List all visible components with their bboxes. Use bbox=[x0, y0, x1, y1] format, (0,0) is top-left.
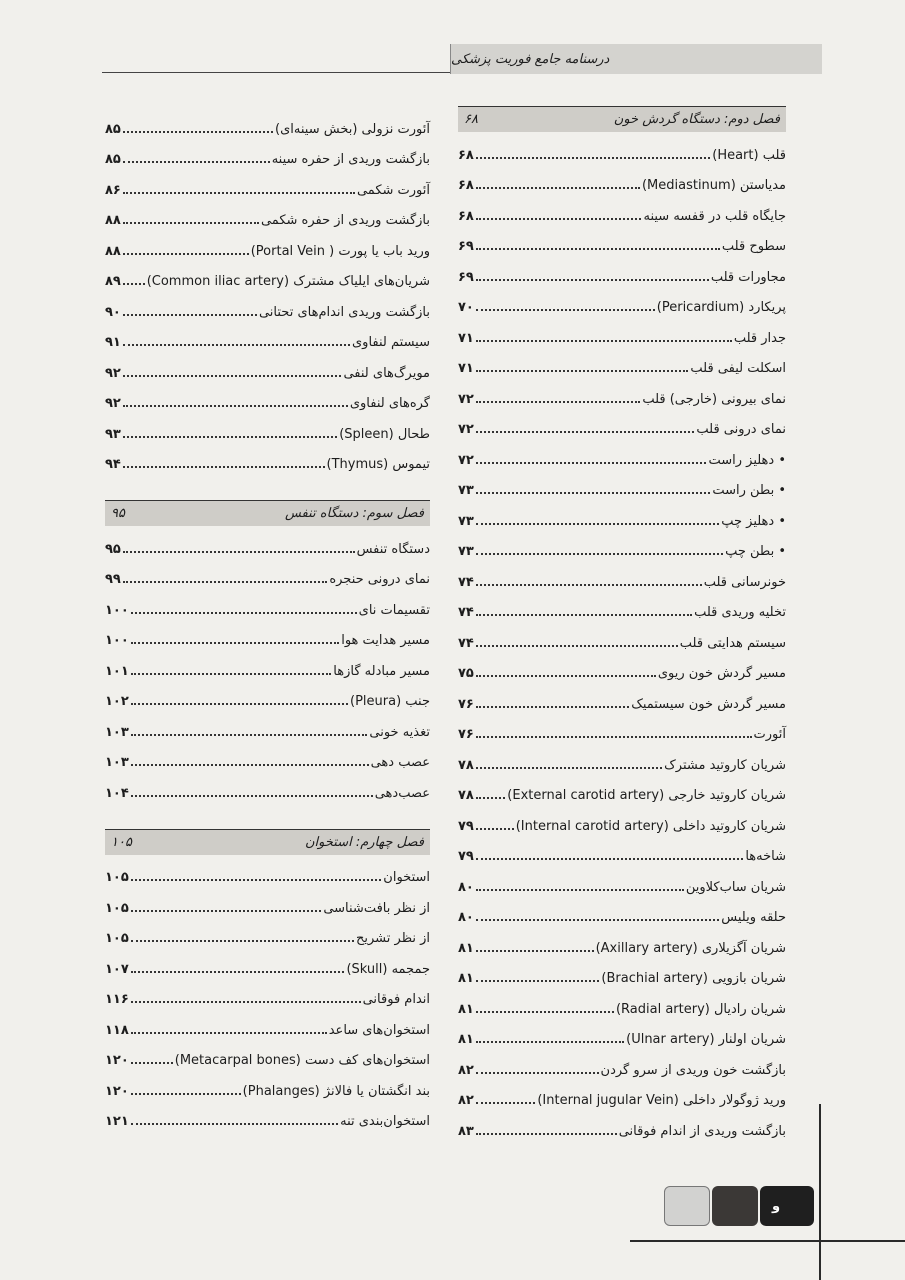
entry-page: ۷۱ bbox=[458, 330, 474, 346]
dot-leader bbox=[123, 161, 270, 163]
entry-title: عصب‌دهی bbox=[374, 785, 430, 801]
toc-entry bbox=[458, 224, 786, 255]
entry-page: ۸۸ bbox=[105, 243, 121, 259]
dot-leader bbox=[476, 980, 600, 982]
dot-leader bbox=[131, 642, 339, 644]
entry-page: ۸۰ bbox=[458, 879, 474, 895]
entry-page: ۸۱ bbox=[458, 1032, 474, 1047]
dot-leader bbox=[131, 1032, 327, 1034]
dot-leader bbox=[131, 764, 369, 766]
entry-title: استخوان bbox=[383, 870, 430, 885]
dot-leader bbox=[131, 1123, 338, 1125]
dot-leader bbox=[476, 950, 594, 952]
chapter-2-heading bbox=[458, 106, 786, 132]
entry-page: ۶۹ bbox=[458, 239, 474, 254]
page-letter: و bbox=[772, 1198, 781, 1214]
dot-leader bbox=[123, 253, 249, 255]
entry-title: اسکلت لیفی قلب bbox=[690, 361, 786, 376]
entry-page: ۷۲ bbox=[458, 422, 474, 437]
entry-title: اندام فوقانی bbox=[362, 992, 430, 1007]
entry-title: بازگشت وریدی اندام‌های تحتانی bbox=[258, 304, 430, 320]
entry-title: آئورت bbox=[753, 727, 786, 742]
toc-entry bbox=[458, 834, 786, 865]
dot-leader bbox=[476, 797, 505, 799]
dot-leader bbox=[476, 706, 629, 708]
chapter-title: فصل چهارم: استخوان bbox=[305, 834, 424, 850]
dot-leader bbox=[123, 551, 355, 553]
entry-title: شریان اولنار (Ulnar artery) bbox=[626, 1032, 786, 1047]
toc-entry bbox=[458, 498, 786, 529]
entry-page: ۷۴ bbox=[458, 635, 474, 651]
entry-page: ۸۸ bbox=[105, 213, 121, 228]
toc-entry bbox=[458, 651, 786, 682]
entry-title: آئورت شکمی bbox=[356, 182, 430, 198]
toc-entry bbox=[105, 855, 430, 886]
toc-entry bbox=[105, 350, 430, 381]
toc-entry bbox=[458, 956, 786, 987]
toc-entry bbox=[458, 773, 786, 804]
toc-entry bbox=[458, 376, 786, 407]
entry-page: ۷۲ bbox=[458, 452, 474, 468]
entry-page: ۸۵ bbox=[105, 152, 121, 167]
toc-entry bbox=[105, 648, 430, 679]
entry-title: دستگاه تنفس bbox=[356, 541, 430, 557]
chapter-title: فصل دوم: دستگاه گردش خون bbox=[613, 112, 780, 127]
dot-leader bbox=[476, 187, 640, 189]
toc-entry bbox=[105, 137, 430, 168]
running-header bbox=[450, 44, 822, 74]
dot-leader bbox=[476, 370, 689, 372]
entry-title: خونرسانی قلب bbox=[703, 574, 786, 590]
toc-entry bbox=[458, 803, 786, 834]
toc-entry bbox=[105, 740, 430, 771]
toc-entry bbox=[105, 526, 430, 557]
toc-entry bbox=[105, 770, 430, 801]
entry-page: ۹۴ bbox=[105, 457, 121, 472]
entry-title: استخوان‌های ساعد bbox=[328, 1022, 430, 1038]
chapter-page: ۱۰۵ bbox=[111, 834, 132, 850]
entry-title: آئورت نزولی (بخش سینه‌ای) bbox=[275, 121, 430, 137]
entry-title: مسیر گردش خون ریوی bbox=[657, 666, 786, 681]
toc-right-column bbox=[458, 106, 786, 1139]
entry-title: نمای بیرونی (خارجی) قلب bbox=[642, 391, 786, 407]
entry-page: ۷۸ bbox=[458, 788, 474, 803]
entry-page: ۱۰۳ bbox=[105, 724, 129, 740]
entry-title: شریان کاروتید داخلی (Internal carotid artery) bbox=[515, 818, 786, 834]
toc-entry bbox=[105, 411, 430, 442]
entry-page: ۷۴ bbox=[458, 574, 474, 590]
toc-entry bbox=[458, 742, 786, 773]
entry-title: مسیر مبادله گازها bbox=[333, 663, 430, 679]
dot-leader bbox=[131, 734, 368, 736]
entry-title: سیستم هدایتی قلب bbox=[679, 635, 786, 651]
entry-title: جمجمه (Skull) bbox=[346, 961, 430, 977]
entry-title: تغذیه خونی bbox=[369, 724, 430, 740]
entry-page: ۱۰۴ bbox=[105, 785, 129, 801]
entry-title: شریان‌های ایلیاک مشترک (Common iliac artery) bbox=[146, 274, 430, 289]
entry-title: مسیر گردش خون سیستمیک bbox=[631, 696, 786, 712]
toc-entry bbox=[458, 620, 786, 651]
dot-leader bbox=[476, 309, 655, 311]
entry-page: ۱۲۰ bbox=[105, 1053, 129, 1068]
spacer bbox=[105, 472, 430, 500]
toc-entry bbox=[458, 315, 786, 346]
entry-page: ۱۱۸ bbox=[105, 1022, 129, 1038]
dot-leader bbox=[131, 1062, 173, 1064]
entry-page: ۶۸ bbox=[458, 147, 474, 163]
entry-page: ۸۰ bbox=[458, 910, 474, 925]
dot-leader bbox=[131, 879, 381, 881]
toc-entry bbox=[105, 167, 430, 198]
toc-entries-right bbox=[458, 132, 786, 1139]
dot-leader bbox=[131, 1093, 241, 1095]
entry-title: نمای درونی حنجره bbox=[329, 572, 430, 587]
entry-page: ۸۵ bbox=[105, 121, 121, 137]
toc-entry bbox=[458, 1108, 786, 1139]
entry-page: ۸۱ bbox=[458, 1001, 474, 1017]
toc-entry bbox=[458, 1047, 786, 1078]
section-tab-dark bbox=[712, 1186, 758, 1226]
dot-leader bbox=[123, 283, 145, 285]
entry-title: تخلیه وریدی قلب bbox=[694, 605, 786, 620]
toc-entry bbox=[458, 407, 786, 438]
entry-title: شریان رادیال (Radial artery) bbox=[615, 1001, 786, 1017]
entry-title: بازگشت وریدی از اندام فوقانی bbox=[618, 1123, 786, 1139]
dot-leader bbox=[476, 675, 656, 677]
entry-title: • بطن راست bbox=[712, 483, 786, 498]
toc-entry bbox=[458, 1017, 786, 1048]
entry-title: استخوان‌های کف دست (Metacarpal bones) bbox=[174, 1053, 430, 1068]
entry-page: ۸۱ bbox=[458, 971, 474, 986]
entry-title: ورید ژوگولار داخلی (Internal jugular Vein) bbox=[537, 1093, 786, 1108]
dot-leader bbox=[476, 736, 752, 738]
dot-leader bbox=[131, 703, 348, 705]
toc-entry bbox=[105, 885, 430, 916]
chapter-title: فصل سوم: دستگاه تنفس bbox=[284, 506, 424, 521]
entry-page: ۸۳ bbox=[458, 1123, 474, 1139]
entry-page: ۱۰۲ bbox=[105, 694, 129, 709]
toc-entry bbox=[458, 925, 786, 956]
dot-leader bbox=[476, 889, 684, 891]
toc-entry bbox=[458, 285, 786, 316]
dot-leader bbox=[131, 940, 354, 942]
dot-leader bbox=[131, 1001, 361, 1003]
dot-leader bbox=[131, 971, 345, 973]
entry-title: پریکارد (Pericardium) bbox=[656, 300, 786, 315]
dot-leader bbox=[476, 1041, 624, 1043]
dot-leader bbox=[476, 279, 709, 281]
entry-title: نمای درونی قلب bbox=[696, 422, 786, 437]
toc-entry bbox=[105, 1038, 430, 1069]
entry-page: ۷۸ bbox=[458, 757, 474, 773]
toc-entry bbox=[105, 946, 430, 977]
entry-title: • دهلیز چپ bbox=[721, 513, 786, 529]
toc-entry bbox=[105, 259, 430, 290]
toc-entry bbox=[458, 712, 786, 743]
entry-page: ۸۹ bbox=[105, 274, 121, 289]
chapter-page: ۶۸ bbox=[464, 112, 478, 127]
toc-entry bbox=[105, 320, 430, 351]
entry-page: ۷۲ bbox=[458, 391, 474, 407]
dot-leader bbox=[476, 1011, 614, 1013]
dot-leader bbox=[123, 375, 342, 377]
toc-entry bbox=[105, 977, 430, 1008]
dot-leader bbox=[476, 523, 719, 525]
chapter-4-heading bbox=[105, 829, 430, 855]
toc-entry bbox=[105, 1099, 430, 1130]
book-title: درسنامه جامع فوریت پزشکی bbox=[451, 51, 610, 67]
entry-title: شریان کاروتید خارجی (External carotid artery) bbox=[507, 788, 786, 803]
entry-title: تیموس (Thymus) bbox=[326, 457, 430, 472]
entry-page: ۱۰۱ bbox=[105, 663, 129, 679]
dot-leader bbox=[131, 795, 373, 797]
entry-title: عصب دهی bbox=[370, 755, 430, 770]
dot-leader bbox=[476, 828, 514, 830]
toc-entry bbox=[458, 864, 786, 895]
toc-entries-left-1 bbox=[105, 106, 430, 472]
toc-entry bbox=[105, 442, 430, 473]
dot-leader bbox=[476, 248, 720, 250]
entry-title: شریان بازویی (Brachial artery) bbox=[601, 971, 786, 986]
entry-page: ۷۶ bbox=[458, 696, 474, 712]
dot-leader bbox=[476, 919, 719, 921]
entry-page: ۱۰۵ bbox=[105, 931, 129, 946]
entry-title: مدیاستن (Mediastinum) bbox=[641, 178, 786, 193]
toc-entry bbox=[105, 587, 430, 618]
dot-leader bbox=[476, 431, 695, 433]
dot-leader bbox=[123, 314, 257, 316]
entry-title: بند انگشتان یا فالانژ (Phalanges) bbox=[242, 1083, 430, 1099]
toc-left-column bbox=[105, 106, 430, 1129]
toc-entry bbox=[458, 1078, 786, 1109]
entry-page: ۱۲۱ bbox=[105, 1114, 129, 1129]
toc-entry bbox=[458, 437, 786, 468]
dot-leader bbox=[476, 218, 642, 220]
toc-entry bbox=[458, 193, 786, 224]
toc-entry bbox=[458, 529, 786, 560]
dot-leader bbox=[476, 492, 710, 494]
toc-entry bbox=[105, 198, 430, 229]
entry-page: ۹۵ bbox=[105, 541, 121, 557]
dot-leader bbox=[476, 553, 723, 555]
entry-page: ۷۳ bbox=[458, 544, 474, 559]
dot-leader bbox=[476, 614, 692, 616]
entry-page: ۸۲ bbox=[458, 1093, 474, 1108]
dot-leader bbox=[123, 131, 273, 133]
entry-title: از نظر بافت‌شناسی bbox=[323, 900, 430, 916]
entry-page: ۱۰۵ bbox=[105, 870, 129, 885]
dot-leader bbox=[476, 1102, 535, 1104]
entry-title: گره‌های لنفاوی bbox=[349, 396, 430, 411]
entry-page: ۹۲ bbox=[105, 396, 121, 411]
dot-leader bbox=[123, 192, 355, 194]
entry-page: ۱۰۷ bbox=[105, 961, 129, 977]
entry-title: شریان ساب‌کلاوین bbox=[685, 879, 786, 895]
entry-page: ۶۹ bbox=[458, 269, 474, 285]
dot-leader bbox=[476, 858, 743, 860]
entry-title: استخوان‌بندی تنه bbox=[340, 1114, 430, 1129]
dot-leader bbox=[476, 401, 640, 403]
entry-title: شریان آگزیلاری (Axillary artery) bbox=[595, 940, 786, 956]
entry-title: شریان کاروتید مشترک bbox=[664, 757, 786, 773]
dot-leader bbox=[131, 612, 357, 614]
dot-leader bbox=[476, 1133, 617, 1135]
entry-title: بازگشت وریدی از حفره شکمی bbox=[260, 213, 430, 228]
entry-page: ۷۰ bbox=[458, 300, 474, 315]
entry-title: مجاورات قلب bbox=[710, 269, 786, 285]
entry-page: ۱۲۰ bbox=[105, 1083, 129, 1099]
spacer bbox=[105, 801, 430, 829]
dot-leader bbox=[476, 1072, 599, 1074]
entry-title: مویرگ‌های لنفی bbox=[343, 365, 430, 381]
toc-entry bbox=[105, 557, 430, 588]
entry-title: • دهلیز راست bbox=[708, 452, 786, 468]
corner-vertical-rule bbox=[819, 1104, 821, 1280]
entry-title: مسیر هدایت هوا bbox=[341, 633, 430, 648]
entry-page: ۷۴ bbox=[458, 605, 474, 620]
entry-title: تقسیمات نای bbox=[358, 602, 430, 618]
corner-horizontal-rule bbox=[630, 1240, 905, 1242]
dot-leader bbox=[476, 584, 702, 586]
dot-leader bbox=[123, 405, 348, 407]
toc-entry bbox=[458, 895, 786, 926]
toc-entries-left-2 bbox=[105, 526, 430, 801]
entry-page: ۷۵ bbox=[458, 666, 474, 681]
toc-entry bbox=[458, 254, 786, 285]
entry-page: ۹۳ bbox=[105, 426, 121, 442]
toc-entry bbox=[105, 228, 430, 259]
entry-page: ۱۰۰ bbox=[105, 602, 129, 618]
dot-leader bbox=[476, 157, 710, 159]
entry-page: ۸۲ bbox=[458, 1062, 474, 1078]
dot-leader bbox=[123, 466, 325, 468]
toc-entry bbox=[458, 590, 786, 621]
entry-title: ورید باب یا پورت ( Portal Vein) bbox=[250, 243, 430, 259]
entry-page: ۹۹ bbox=[105, 572, 121, 587]
entry-title: بازگشت وریدی از حفره سینه bbox=[271, 152, 430, 167]
entry-page: ۸۱ bbox=[458, 940, 474, 956]
entry-page: ۹۰ bbox=[105, 304, 121, 320]
section-tab-light bbox=[664, 1186, 710, 1226]
dot-leader bbox=[476, 340, 732, 342]
entry-page: ۱۱۶ bbox=[105, 992, 129, 1007]
dot-leader bbox=[123, 344, 350, 346]
entry-page: ۶۸ bbox=[458, 208, 474, 224]
dot-leader bbox=[476, 645, 678, 647]
entry-page: ۱۰۰ bbox=[105, 633, 129, 648]
toc-entry bbox=[105, 618, 430, 649]
entry-page: ۷۱ bbox=[458, 361, 474, 376]
chapter-page: ۹۵ bbox=[111, 506, 125, 521]
toc-entry bbox=[105, 1068, 430, 1099]
dot-leader bbox=[476, 767, 662, 769]
entry-page: ۷۹ bbox=[458, 849, 474, 864]
toc-entry bbox=[105, 1007, 430, 1038]
toc-entry bbox=[458, 163, 786, 194]
toc-entry bbox=[105, 381, 430, 412]
toc-entry bbox=[458, 986, 786, 1017]
entry-page: ۹۱ bbox=[105, 335, 121, 350]
entry-page: ۹۲ bbox=[105, 365, 121, 381]
entry-title: جنب (Pleura) bbox=[349, 694, 430, 709]
page-tab bbox=[760, 1186, 814, 1226]
toc-entry bbox=[105, 106, 430, 137]
entry-page: ۱۰۳ bbox=[105, 755, 129, 770]
dot-leader bbox=[131, 910, 322, 912]
toc-entry bbox=[458, 132, 786, 163]
toc-entry bbox=[105, 916, 430, 947]
toc-entry bbox=[458, 346, 786, 377]
toc-entry bbox=[105, 709, 430, 740]
entry-title: سطوح قلب bbox=[721, 239, 786, 254]
entry-page: ۷۹ bbox=[458, 818, 474, 834]
dot-leader bbox=[123, 436, 337, 438]
entry-title: جدار قلب bbox=[733, 330, 786, 346]
toc-entry bbox=[105, 679, 430, 710]
toc-entry bbox=[458, 681, 786, 712]
toc-entry bbox=[458, 559, 786, 590]
entry-title: از نظر تشریح bbox=[355, 931, 430, 946]
entry-page: ۷۳ bbox=[458, 483, 474, 498]
toc-entry bbox=[458, 468, 786, 499]
dot-leader bbox=[131, 673, 331, 675]
entry-title: بازگشت خون وریدی از سرو گردن bbox=[600, 1062, 786, 1078]
dot-leader bbox=[476, 462, 707, 464]
toc-entry bbox=[105, 289, 430, 320]
entry-title: شاخه‌ها bbox=[745, 849, 786, 864]
entry-page: ۷۶ bbox=[458, 727, 474, 742]
dot-leader bbox=[123, 581, 327, 583]
entry-title: طحال (Spleen) bbox=[339, 426, 430, 442]
toc-entries-left-3 bbox=[105, 855, 430, 1130]
entry-title: حلقه ویلیس bbox=[721, 910, 786, 925]
chapter-3-heading bbox=[105, 500, 430, 526]
entry-page: ۶۸ bbox=[458, 178, 474, 193]
entry-title: • بطن چپ bbox=[725, 544, 786, 559]
entry-title: قلب (Heart) bbox=[712, 147, 786, 163]
entry-title: سیستم لنفاوی bbox=[352, 335, 430, 350]
dot-leader bbox=[123, 222, 259, 224]
entry-page: ۱۰۵ bbox=[105, 900, 129, 916]
entry-page: ۷۳ bbox=[458, 513, 474, 529]
entry-title: جایگاه قلب در قفسه سینه bbox=[643, 208, 786, 224]
entry-page: ۸۶ bbox=[105, 182, 121, 198]
